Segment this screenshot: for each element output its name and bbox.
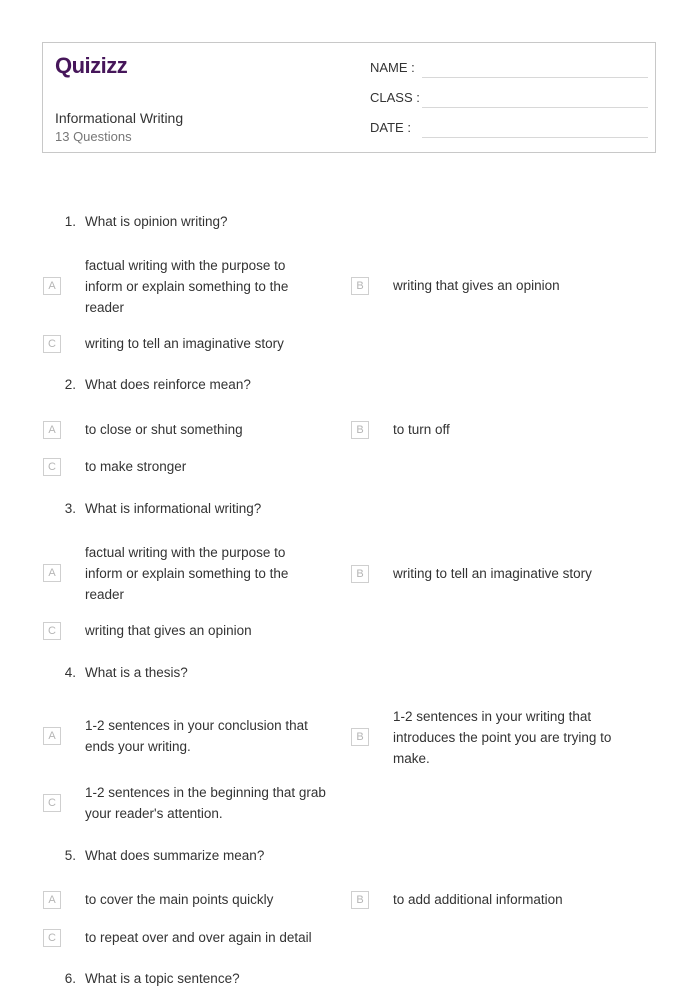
question-1-option-a[interactable] bbox=[43, 254, 288, 318]
option-letter: B bbox=[351, 565, 369, 583]
question-text: What does summarize mean? bbox=[85, 848, 265, 863]
class-label: CLASS : bbox=[370, 90, 420, 105]
worksheet-header bbox=[42, 42, 656, 153]
option-text: writing that gives an opinion bbox=[393, 278, 560, 293]
question-1-option-b[interactable] bbox=[351, 275, 560, 296]
question-text: What is a topic sentence? bbox=[85, 971, 240, 986]
option-letter: C bbox=[43, 335, 61, 353]
question-2-option-c[interactable] bbox=[43, 456, 186, 477]
question-text: What does reinforce mean? bbox=[85, 377, 251, 392]
option-text: writing to tell an imaginative story bbox=[393, 566, 592, 581]
question-4-option-a[interactable] bbox=[43, 715, 308, 757]
option-text: writing to tell an imaginative story bbox=[85, 336, 284, 351]
option-letter: B bbox=[351, 277, 369, 295]
question-number: 1. bbox=[64, 214, 76, 229]
option-letter: C bbox=[43, 929, 61, 947]
question-number: 2. bbox=[64, 377, 76, 392]
option-text: 1-2 sentences in your conclusion that ends your writing. bbox=[85, 718, 308, 754]
option-letter: B bbox=[351, 891, 369, 909]
question-4-option-b[interactable] bbox=[351, 705, 611, 769]
question-number: 4. bbox=[64, 665, 76, 680]
option-letter: C bbox=[43, 794, 61, 812]
question-1-option-c[interactable] bbox=[43, 333, 284, 354]
question-5-option-c[interactable] bbox=[43, 927, 312, 948]
question-text: What is opinion writing? bbox=[85, 214, 228, 229]
name-label: NAME : bbox=[370, 60, 415, 75]
question-5-option-a[interactable] bbox=[43, 889, 273, 910]
class-line bbox=[422, 107, 648, 108]
option-letter: A bbox=[43, 891, 61, 909]
option-letter: B bbox=[351, 421, 369, 439]
date-field[interactable] bbox=[370, 120, 411, 135]
question-5-option-b[interactable] bbox=[351, 889, 563, 910]
question-3-option-b[interactable] bbox=[351, 563, 592, 584]
question-4-option-c[interactable] bbox=[43, 782, 326, 824]
option-text: factual writing with the purpose to inform or explain something to the reader bbox=[85, 544, 289, 602]
worksheet-title: Informational Writing bbox=[55, 110, 184, 126]
option-text: to repeat over and over again in detail bbox=[85, 930, 312, 945]
option-letter: B bbox=[351, 728, 369, 746]
option-letter: A bbox=[43, 277, 61, 295]
option-text: to turn off bbox=[393, 422, 450, 437]
name-field[interactable] bbox=[370, 60, 415, 75]
option-text: to close or shut something bbox=[85, 422, 243, 437]
question-number: 5. bbox=[64, 848, 76, 863]
question-3-option-c[interactable] bbox=[43, 620, 252, 641]
question-number: 6. bbox=[64, 971, 76, 986]
question-2-option-a[interactable] bbox=[43, 419, 243, 440]
option-text: 1-2 sentences in the beginning that grab your reader's attention. bbox=[85, 785, 326, 821]
date-line bbox=[422, 137, 648, 138]
date-label: DATE : bbox=[370, 120, 411, 135]
question-2-option-b[interactable] bbox=[351, 419, 450, 440]
question-text: What is a thesis? bbox=[85, 665, 188, 680]
option-letter: C bbox=[43, 622, 61, 640]
question-count: 13 Questions bbox=[55, 129, 132, 144]
option-text: 1-2 sentences in your writing that introduces the point you are trying to make. bbox=[393, 708, 612, 766]
option-letter: A bbox=[43, 727, 61, 745]
option-text: to add additional information bbox=[393, 892, 563, 907]
class-field[interactable] bbox=[370, 90, 420, 105]
option-letter: C bbox=[43, 458, 61, 476]
option-text: writing that gives an opinion bbox=[85, 623, 252, 638]
question-text: What is informational writing? bbox=[85, 501, 262, 516]
name-line bbox=[422, 77, 648, 78]
option-letter: A bbox=[43, 421, 61, 439]
option-text: to cover the main points quickly bbox=[85, 892, 274, 907]
option-text: to make stronger bbox=[85, 459, 187, 474]
option-letter: A bbox=[43, 564, 61, 582]
question-number: 3. bbox=[64, 501, 76, 516]
option-text: factual writing with the purpose to inform or explain something to the reader bbox=[85, 257, 289, 315]
question-3-option-a[interactable] bbox=[43, 541, 288, 605]
quizizz-logo: Quizizz bbox=[55, 53, 128, 78]
